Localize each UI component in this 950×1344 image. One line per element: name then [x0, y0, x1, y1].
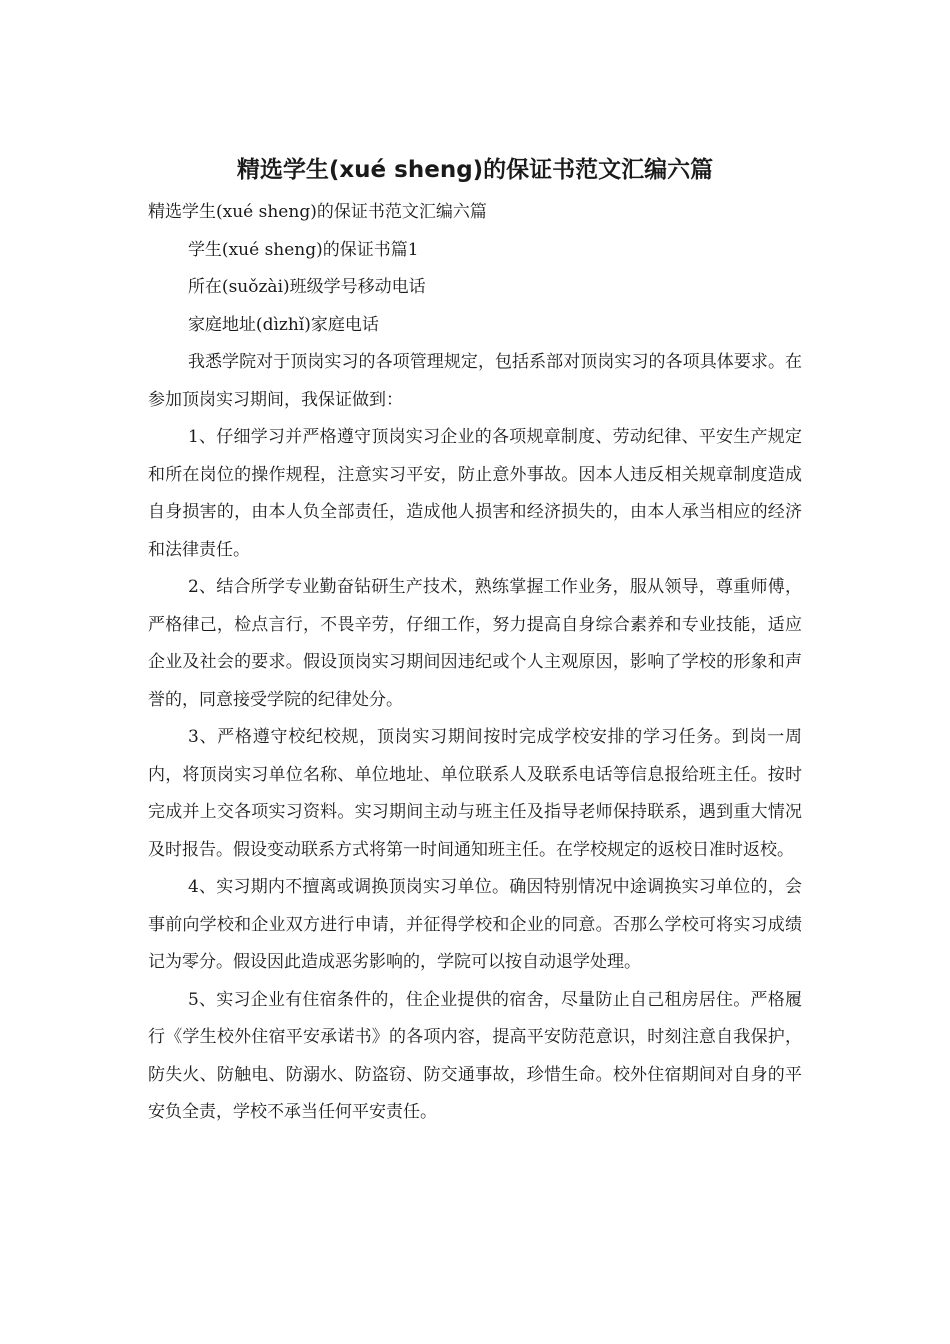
- pledge-item-4: 4、实习期内不擅离或调换顶岗实习单位。确因特别情况中途调换实习单位的，会事前向学校和企业双方进行申请，并征得学校和企业的同意。否那么学校可将实习成绩记为零分。假设因此造成恶劣影响的，学院可以按自动退学处理。: [148, 877, 802, 972]
- pledge-item-1: 1、仔细学习并严格遵守顶岗实习企业的各项规章制度、劳动纪律、平安生产规定和所在岗位的操作规程，注意实习平安，防止意外事故。因本人违反相关规章制度造成自身损害的，由本人负全部责任，造成他人损害和经济损失的，由本人承当相应的经济和法律责任。: [148, 427, 802, 560]
- form-line-home-info: 家庭地址(dìzhǐ)家庭电话: [187, 314, 379, 335]
- form-line-class-info: 所在(suǒzài)班级学号移动电话: [187, 277, 426, 297]
- document-subtitle: 精选学生(xué sheng)的保证书范文汇编六篇: [148, 202, 487, 222]
- document-title: 精选学生(xué sheng)的保证书范文汇编六篇: [236, 157, 714, 183]
- pledge-item-5: 5、实习企业有住宿条件的，住企业提供的宿舍，尽量防止自己租房居住。严格履行《学生校外住宿平安承诺书》的各项内容，提高平安防范意识，时刻注意自我保护，防失火、防触电、防溺水、防盗窃、防交通事故，珍惜生命。校外住宿期间对自身的平安负全责，学校不承当任何平安责任。: [148, 989, 802, 1122]
- section-heading: 学生(xué sheng)的保证书篇1: [187, 239, 419, 260]
- intro-paragraph: 我悉学院对于顶岗实习的各项管理规定，包括系部对顶岗实习的各项具体要求。在参加顶岗实习期间，我保证做到：: [148, 352, 802, 410]
- pledge-item-2: 2、结合所学专业勤奋钻研生产技术，熟练掌握工作业务，服从领导，尊重师傅，严格律己，检点言行，不畏辛劳，仔细工作，努力提高自身综合素养和专业技能，适应企业及社会的要求。假设顶岗实习期间因违纪或个人主观原因，影响了学校的形象和声誉的，同意接受学院的纪律处分。: [148, 577, 802, 710]
- pledge-item-3: 3、严格遵守校纪校规，顶岗实习期间按时完成学校安排的学习任务。到岗一周内，将顶岗实习单位名称、单位地址、单位联系人及联系电话等信息报给班主任。按时完成并上交各项实习资料。实习期间主动与班主任及指导老师保持联系，遇到重大情况及时报告。假设变动联系方式将第一时间通知班主任。在学校规定的返校日准时返校。: [148, 727, 802, 860]
- document-body: [148, 194, 802, 1132]
